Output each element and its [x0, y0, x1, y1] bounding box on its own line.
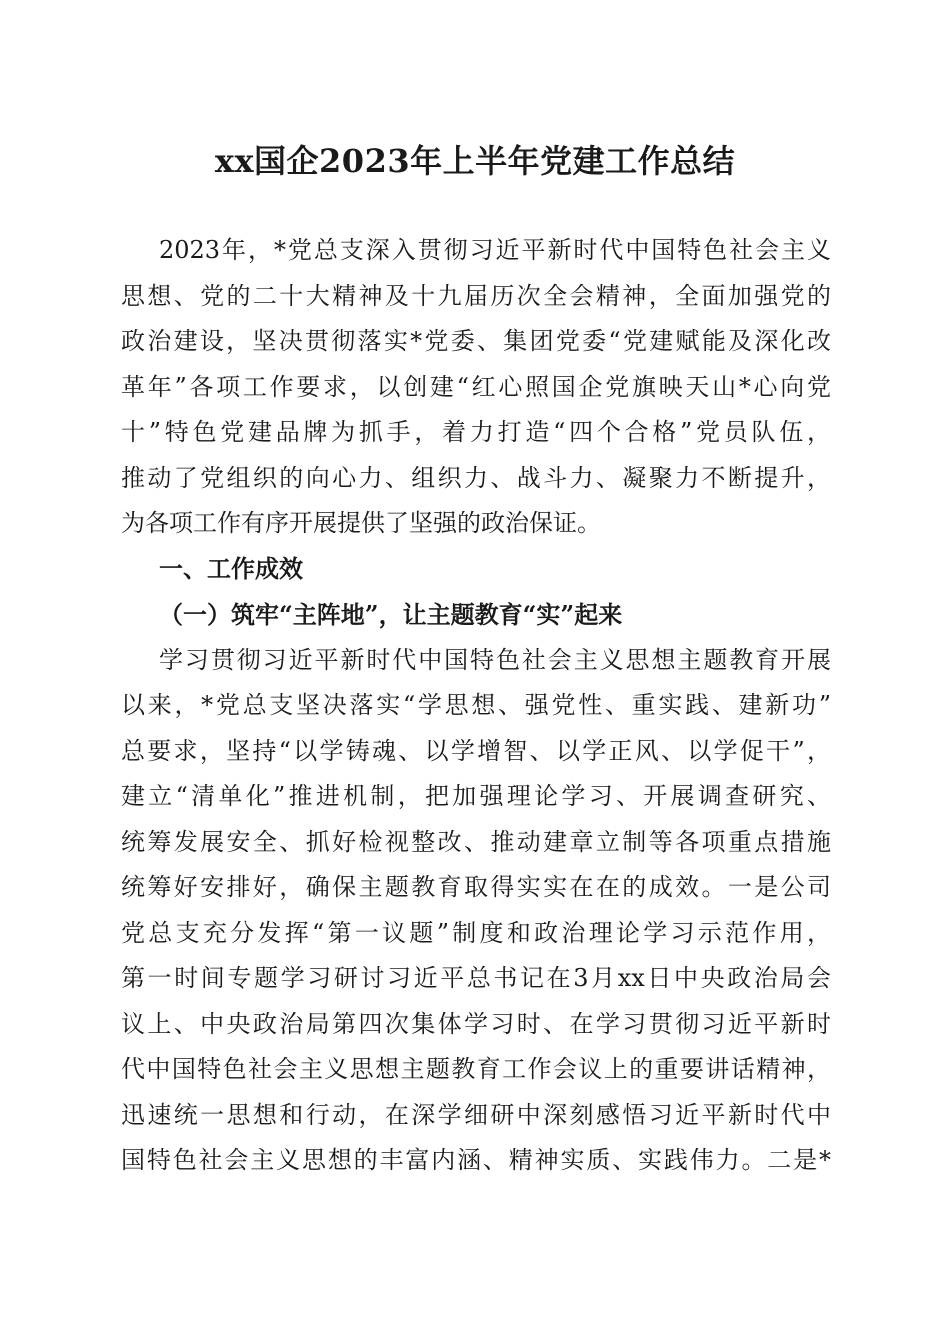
intro-line: 革年”各项工作要求，以创建“红心照国企党旗映天山*心向党: [121, 372, 831, 401]
paragraph-line: 第一时间专题学习研讨习近平总书记在3月xx日中央政治局会: [121, 964, 831, 992]
subsection-heading: （一）筑牢“主阵地”，让主题教育“实”起来: [159, 600, 623, 629]
document-body: [121, 228, 831, 1184]
paragraph-line: 建立“清单化”推进机制，把加强理论学习、开展调查研究、: [121, 782, 831, 810]
intro-line: 十”特色党建品牌为抓手，着力打造“四个合格”党员队伍，: [121, 418, 831, 446]
paragraph-line: 学习贯彻习近平新时代中国特色社会主义思想主题教育开展: [159, 645, 831, 674]
paragraph-line: 代中国特色社会主义思想主题教育工作会议上的重要讲话精神，: [121, 1055, 831, 1083]
intro-line: 推动了党组织的向心力、组织力、战斗力、凝聚力不断提升，: [121, 463, 831, 492]
paragraph-line: 议上、中央政治局第四次集体学习时、在学习贯彻习近平新时: [121, 1009, 831, 1038]
section-heading: 一、工作成效: [159, 554, 303, 583]
intro-line: 2023年，*党总支深入贯彻习近平新时代中国特色社会主义: [159, 236, 831, 264]
paragraph-line: 迅速统一思想和行动，在深学细研中深刻感悟习近平新时代中: [121, 1100, 831, 1129]
paragraph-line: 党总支充分发挥“第一议题”制度和政治理论学习示范作用，: [121, 918, 831, 947]
intro-line: 思想、党的二十大精神及十九届历次全会精神，全面加强党的: [121, 281, 831, 310]
document-title: xx国企2023年上半年党建工作总结: [214, 142, 736, 180]
intro-line: 政治建设，坚决贯彻落实*党委、集团党委“党建赋能及深化改: [121, 327, 831, 355]
paragraph-line: 统筹好安排好，确保主题教育取得实实在在的成效。一是公司: [121, 873, 831, 901]
paragraph-line: 总要求，坚持“以学铸魂、以学增智、以学正风、以学促干”，: [121, 736, 831, 765]
paragraph-line: 以来，*党总支坚决落实“学思想、强党性、重实践、建新功”: [121, 691, 831, 719]
paragraph-line: 统筹发展安全、抓好检视整改、推动建章立制等各项重点措施: [121, 827, 831, 856]
paragraph-line: 国特色社会主义思想的丰富内涵、精神实质、实践伟力。二是*: [121, 1146, 831, 1174]
intro-line: 为各项工作有序开展提供了坚强的政治保证。: [121, 509, 601, 537]
